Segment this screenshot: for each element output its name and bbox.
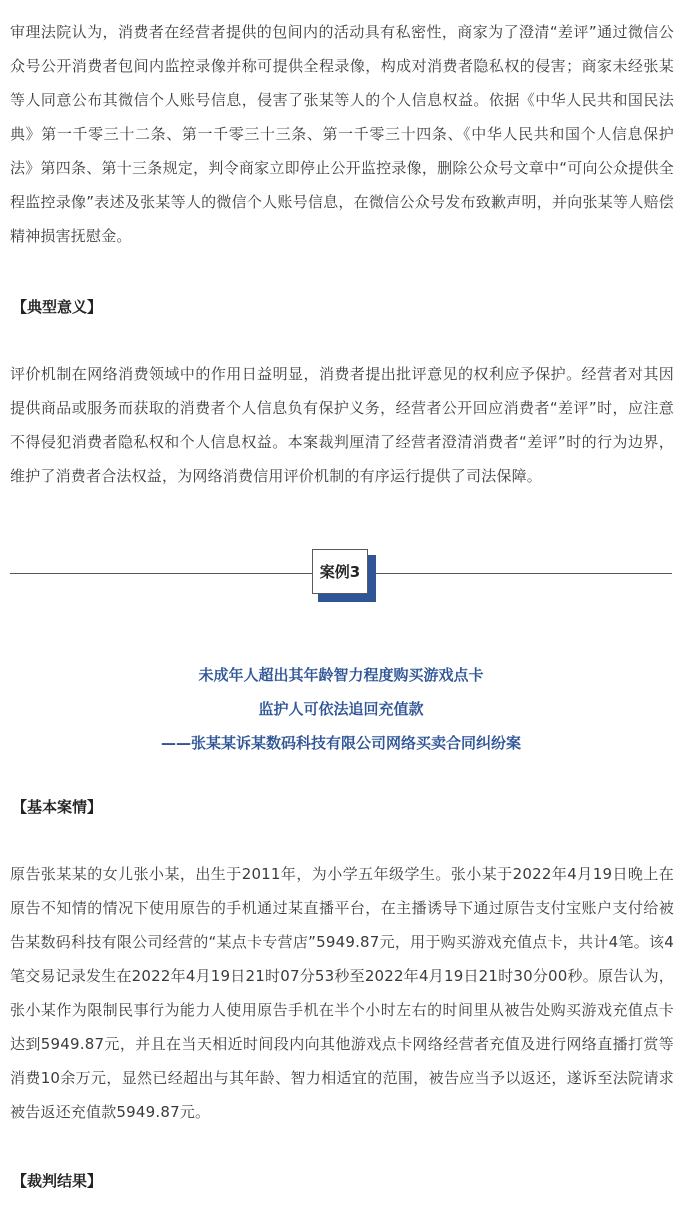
case-title xyxy=(0,658,682,760)
case-title-line-2: 监护人可依法追回充值款 xyxy=(258,700,424,718)
paragraph-significance: 评价机制在网络消费领域中的作用日益明显，消费者提出批评意见的权利应予保护。经营者对其因提供商品或服务而获取的消费者个人信息负有保护义务，经营者公开回应消费者“差评”时，应注意不得侵犯消费者隐私权和个人信息权益。本案裁判厘清了经营者澄清消费者“差评”时的行为边界，维护了消费者合法权益，为网络消费信用评价机制的有序运行提供了司法保障。 xyxy=(10,365,674,485)
section-heading-significance: 【典型意义】 xyxy=(12,298,103,316)
case-title-line-1: 未成年人超出其年龄智力程度购买游戏点卡 xyxy=(198,666,484,684)
paragraph-court-opinion: 审理法院认为，消费者在经营者提供的包间内的活动具有私密性，商家为了澄清“差评”通过微信公众号公开消费者包间内监控录像并称可提供全程录像，构成对消费者隐私权的侵害；商家未经张某等人同意公布其微信个人账号信息，侵害了张某等人的个人信息权益。依据《中华人民共和国民法典》第一千零三十二条、第一千零三十三条、第一千零三十四条、《中华人民共和国个人信息保护法》第四条、第十三条规定，判令商家立即停止公开监控录像，删除公众号文章中“可向公众提供全程监控录像”表述及张某等人的微信个人账号信息，在微信公众号发布致歉声明，并向张某等人赔偿精神损害抚慰金。 xyxy=(10,23,674,245)
section-heading-basic-facts: 【基本案情】 xyxy=(12,798,103,816)
case-label-box: 案例3 xyxy=(312,549,368,594)
paragraph-basic-facts: 原告张某某的女儿张小某，出生于2011年，为小学五年级学生。张小某于2022年4月19日晚上在原告不知情的情况下使用原告的手机通过某直播平台，在主播诱导下通过原告支付宝账户支付给被告某数码科技有限公司经营的“某点卡专营店”5949.87元，用于购买游戏充值点卡，共计4笔。该4笔交易记录发生在2022年4月19日21时07分53秒至2022年4月19日21时30分00秒。原告认为，张小某作为限制民事行为能力人使用原告手机在半个小时左右的时间里从被告处购买游戏充值点卡达到5949.87元，并且在当天相近时间段内向其他游戏点卡网络经营者充值及进行网络直播打赏等消费10余万元，显然已经超出与其年龄、智力相适宜的范围，被告应当予以返还，遂诉至法院请求被告返还充值款5949.87元。 xyxy=(10,865,674,1121)
case-title-line-3: ——张某某诉某数码科技有限公司网络买卖合同纠纷案 xyxy=(160,734,521,752)
section-heading-judgment: 【裁判结果】 xyxy=(12,1172,103,1190)
